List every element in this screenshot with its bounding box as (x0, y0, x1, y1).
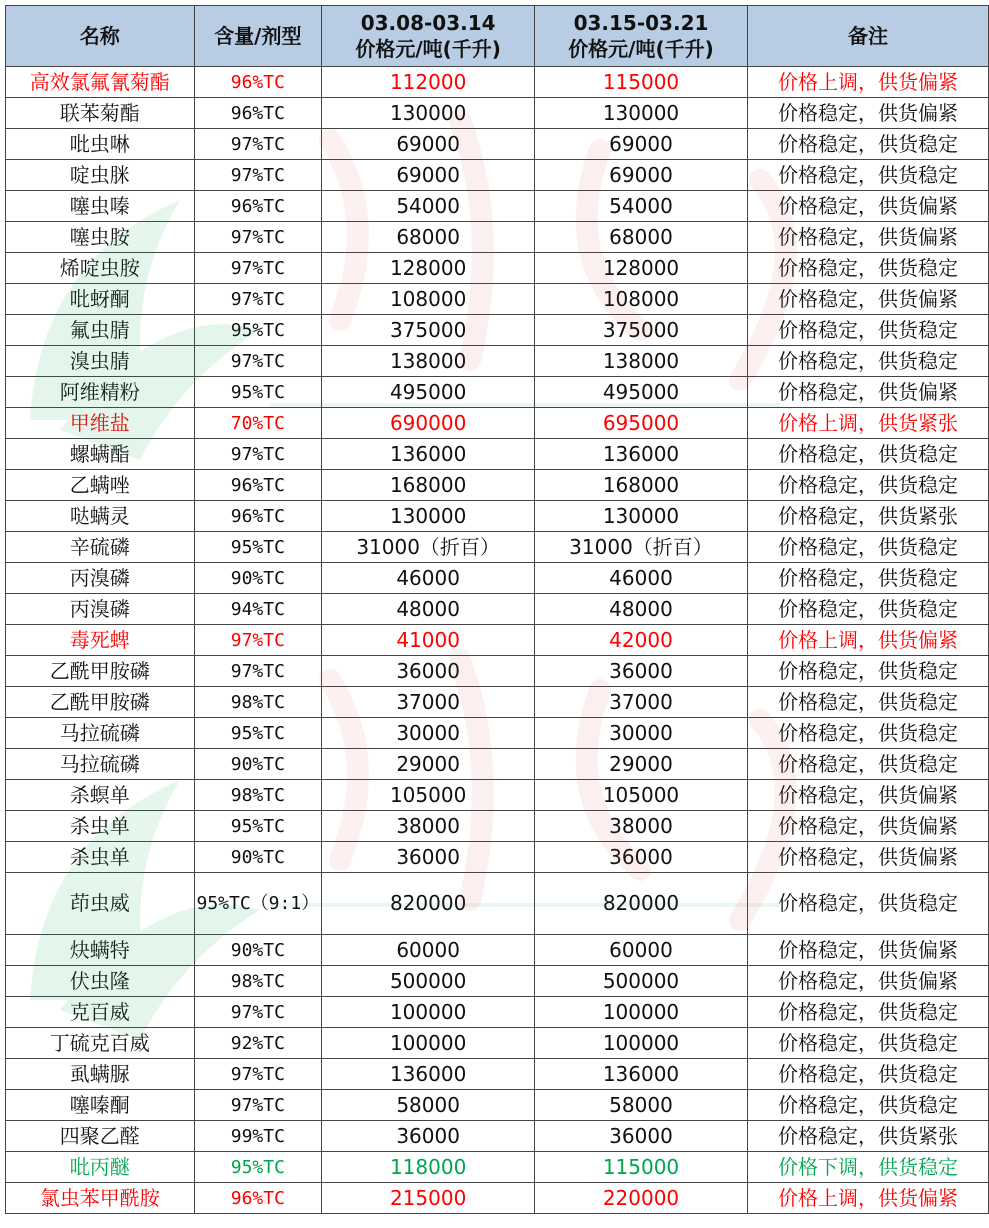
cell-name: 噻虫胺 (6, 222, 195, 253)
cell-name: 甲维盐 (6, 408, 195, 439)
cell-price-week2: 136000 (535, 1059, 748, 1090)
table-row (6, 966, 989, 997)
cell-name: 杀螟单 (6, 780, 195, 811)
cell-name: 氯虫苯甲酰胺 (6, 1183, 195, 1214)
cell-name: 联苯菊酯 (6, 98, 195, 129)
table-row (6, 1090, 989, 1121)
cell-spec: 90%TC (194, 749, 322, 780)
cell-price-week2: 100000 (535, 1028, 748, 1059)
table-row (6, 284, 989, 315)
cell-price-week1: 105000 (322, 780, 535, 811)
cell-spec: 90%TC (194, 842, 322, 873)
cell-price-week1: 130000 (322, 501, 535, 532)
cell-price-week2: 29000 (535, 749, 748, 780)
cell-price-week1: 100000 (322, 997, 535, 1028)
table-row (6, 749, 989, 780)
cell-spec: 97%TC (194, 997, 322, 1028)
cell-price-week1: 30000 (322, 718, 535, 749)
cell-note: 价格稳定，供货偏紧 (747, 222, 988, 253)
cell-price-week2: 115000 (535, 67, 748, 98)
cell-price-week1: 118000 (322, 1152, 535, 1183)
cell-name: 烯啶虫胺 (6, 253, 195, 284)
cell-note: 价格稳定，供货偏紧 (747, 191, 988, 222)
cell-price-week2: 168000 (535, 470, 748, 501)
cell-price-week1: 820000 (322, 873, 535, 935)
cell-price-week1: 136000 (322, 1059, 535, 1090)
cell-spec: 70%TC (194, 408, 322, 439)
table-row (6, 501, 989, 532)
cell-note: 价格稳定，供货稳定 (747, 532, 988, 563)
cell-name: 丁硫克百威 (6, 1028, 195, 1059)
cell-name: 丙溴磷 (6, 563, 195, 594)
cell-name: 螺螨酯 (6, 439, 195, 470)
table-row (6, 656, 989, 687)
table-row (6, 687, 989, 718)
table-body (6, 67, 989, 1214)
cell-name: 氟虫腈 (6, 315, 195, 346)
table-row (6, 346, 989, 377)
cell-note: 价格稳定，供货偏紧 (747, 377, 988, 408)
cell-name: 啶虫脒 (6, 160, 195, 191)
cell-name: 乙酰甲胺磷 (6, 687, 195, 718)
cell-name: 丙溴磷 (6, 594, 195, 625)
cell-price-week2: 130000 (535, 98, 748, 129)
cell-spec: 90%TC (194, 563, 322, 594)
cell-note: 价格稳定，供货稳定 (747, 1028, 988, 1059)
cell-price-week2: 130000 (535, 501, 748, 532)
cell-price-week2: 31000（折百） (535, 532, 748, 563)
cell-note: 价格稳定，供货稳定 (747, 997, 988, 1028)
table-row (6, 532, 989, 563)
cell-spec: 97%TC (194, 222, 322, 253)
cell-spec: 94%TC (194, 594, 322, 625)
cell-price-week1: 69000 (322, 160, 535, 191)
cell-price-week1: 58000 (322, 1090, 535, 1121)
cell-price-week2: 36000 (535, 656, 748, 687)
cell-price-week2: 58000 (535, 1090, 748, 1121)
cell-price-week2: 36000 (535, 842, 748, 873)
cell-price-week1: 215000 (322, 1183, 535, 1214)
header-week2 (535, 6, 748, 67)
header-week1-range: 03.08-03.14 (360, 11, 496, 35)
cell-price-week2: 105000 (535, 780, 748, 811)
table-row (6, 191, 989, 222)
cell-price-week1: 68000 (322, 222, 535, 253)
cell-price-week2: 38000 (535, 811, 748, 842)
cell-price-week2: 54000 (535, 191, 748, 222)
cell-spec: 95%TC (194, 315, 322, 346)
cell-name: 辛硫磷 (6, 532, 195, 563)
cell-spec: 97%TC (194, 129, 322, 160)
cell-name: 伏虫隆 (6, 966, 195, 997)
cell-price-week1: 41000 (322, 625, 535, 656)
cell-note: 价格稳定，供货偏紧 (747, 935, 988, 966)
cell-price-week1: 375000 (322, 315, 535, 346)
header-week2-unit: 价格元/吨(千升) (568, 37, 714, 61)
header-note: 备注 (747, 6, 988, 67)
table-row (6, 67, 989, 98)
table-row (6, 873, 989, 935)
cell-spec: 96%TC (194, 1183, 322, 1214)
cell-price-week1: 690000 (322, 408, 535, 439)
cell-note: 价格稳定，供货紧张 (747, 501, 988, 532)
cell-note: 价格稳定，供货稳定 (747, 594, 988, 625)
cell-price-week2: 136000 (535, 439, 748, 470)
cell-note: 价格稳定，供货偏紧 (747, 780, 988, 811)
cell-name: 马拉硫磷 (6, 749, 195, 780)
table-row (6, 1152, 989, 1183)
cell-name: 阿维精粉 (6, 377, 195, 408)
cell-name: 高效氯氟氰菊酯 (6, 67, 195, 98)
table-row (6, 563, 989, 594)
cell-note: 价格稳定，供货稳定 (747, 1059, 988, 1090)
cell-spec: 97%TC (194, 160, 322, 191)
cell-spec: 96%TC (194, 191, 322, 222)
cell-spec: 98%TC (194, 687, 322, 718)
cell-spec: 92%TC (194, 1028, 322, 1059)
cell-price-week1: 100000 (322, 1028, 535, 1059)
cell-note: 价格稳定，供货稳定 (747, 129, 988, 160)
cell-name: 噻虫嗪 (6, 191, 195, 222)
table-row (6, 470, 989, 501)
cell-price-week2: 220000 (535, 1183, 748, 1214)
cell-price-week1: 108000 (322, 284, 535, 315)
cell-spec: 97%TC (194, 1059, 322, 1090)
cell-name: 哒螨灵 (6, 501, 195, 532)
table-row (6, 160, 989, 191)
cell-name: 虱螨脲 (6, 1059, 195, 1090)
cell-price-week2: 36000 (535, 1121, 748, 1152)
cell-price-week2: 69000 (535, 129, 748, 160)
cell-name: 噻嗪酮 (6, 1090, 195, 1121)
cell-note: 价格稳定，供货稳定 (747, 439, 988, 470)
cell-note: 价格稳定，供货稳定 (747, 1090, 988, 1121)
cell-spec: 95%TC (194, 532, 322, 563)
cell-price-week1: 112000 (322, 67, 535, 98)
header-week1-unit: 价格元/吨(千升) (355, 37, 501, 61)
table-row (6, 594, 989, 625)
cell-price-week1: 500000 (322, 966, 535, 997)
cell-price-week1: 36000 (322, 1121, 535, 1152)
cell-note: 价格稳定，供货稳定 (747, 873, 988, 935)
cell-note: 价格稳定，供货稳定 (747, 315, 988, 346)
table-row (6, 377, 989, 408)
cell-price-week2: 495000 (535, 377, 748, 408)
table-row (6, 625, 989, 656)
cell-spec: 97%TC (194, 656, 322, 687)
cell-name: 杀虫单 (6, 811, 195, 842)
cell-note: 价格稳定，供货稳定 (747, 656, 988, 687)
cell-price-week2: 42000 (535, 625, 748, 656)
cell-price-week1: 46000 (322, 563, 535, 594)
cell-note: 价格稳定，供货稳定 (747, 346, 988, 377)
cell-spec: 96%TC (194, 470, 322, 501)
table-row (6, 1121, 989, 1152)
header-row (6, 6, 989, 67)
cell-note: 价格上调，供货偏紧 (747, 67, 988, 98)
table-row (6, 718, 989, 749)
cell-spec: 96%TC (194, 501, 322, 532)
cell-price-week1: 130000 (322, 98, 535, 129)
table-row (6, 780, 989, 811)
cell-price-week2: 46000 (535, 563, 748, 594)
table-row (6, 842, 989, 873)
cell-price-week2: 30000 (535, 718, 748, 749)
cell-price-week1: 128000 (322, 253, 535, 284)
table-row (6, 1028, 989, 1059)
cell-spec: 98%TC (194, 780, 322, 811)
cell-price-week2: 500000 (535, 966, 748, 997)
cell-spec: 95%TC (194, 377, 322, 408)
cell-price-week1: 37000 (322, 687, 535, 718)
cell-name: 毒死蜱 (6, 625, 195, 656)
cell-note: 价格稳定，供货偏紧 (747, 842, 988, 873)
cell-name: 克百威 (6, 997, 195, 1028)
table-row (6, 408, 989, 439)
table-row (6, 997, 989, 1028)
cell-price-week2: 695000 (535, 408, 748, 439)
header-week2-range: 03.15-03.21 (573, 11, 709, 35)
table-row (6, 129, 989, 160)
cell-price-week1: 495000 (322, 377, 535, 408)
cell-price-week1: 38000 (322, 811, 535, 842)
cell-price-week1: 54000 (322, 191, 535, 222)
cell-name: 乙螨唑 (6, 470, 195, 501)
cell-price-week2: 375000 (535, 315, 748, 346)
cell-price-week2: 108000 (535, 284, 748, 315)
cell-note: 价格稳定，供货偏紧 (747, 966, 988, 997)
cell-price-week2: 128000 (535, 253, 748, 284)
cell-price-week2: 100000 (535, 997, 748, 1028)
cell-price-week2: 820000 (535, 873, 748, 935)
cell-price-week1: 168000 (322, 470, 535, 501)
cell-price-week1: 69000 (322, 129, 535, 160)
cell-price-week1: 31000（折百） (322, 532, 535, 563)
cell-note: 价格上调，供货紧张 (747, 408, 988, 439)
cell-spec: 96%TC (194, 98, 322, 129)
header-name: 名称 (6, 6, 195, 67)
cell-name: 吡虫啉 (6, 129, 195, 160)
cell-spec: 90%TC (194, 935, 322, 966)
cell-spec: 97%TC (194, 284, 322, 315)
cell-spec: 97%TC (194, 625, 322, 656)
cell-note: 价格上调，供货偏紧 (747, 1183, 988, 1214)
cell-price-week2: 60000 (535, 935, 748, 966)
table-row (6, 811, 989, 842)
cell-note: 价格下调，供货稳定 (747, 1152, 988, 1183)
cell-price-week1: 60000 (322, 935, 535, 966)
cell-spec: 95%TC（9:1） (194, 873, 322, 935)
cell-price-week1: 48000 (322, 594, 535, 625)
cell-price-week2: 68000 (535, 222, 748, 253)
cell-note: 价格上调，供货偏紧 (747, 625, 988, 656)
cell-note: 价格稳定，供货稳定 (747, 563, 988, 594)
cell-name: 溴虫腈 (6, 346, 195, 377)
cell-spec: 98%TC (194, 966, 322, 997)
cell-name: 吡丙醚 (6, 1152, 195, 1183)
cell-note: 价格稳定，供货稳定 (747, 253, 988, 284)
cell-note: 价格稳定，供货稳定 (747, 470, 988, 501)
cell-spec: 96%TC (194, 67, 322, 98)
cell-price-week2: 37000 (535, 687, 748, 718)
table-row (6, 1183, 989, 1214)
cell-note: 价格稳定，供货紧张 (747, 1121, 988, 1152)
header-spec: 含量/剂型 (194, 6, 322, 67)
cell-name: 炔螨特 (6, 935, 195, 966)
cell-spec: 99%TC (194, 1121, 322, 1152)
table-row (6, 98, 989, 129)
cell-name: 乙酰甲胺磷 (6, 656, 195, 687)
table-row (6, 253, 989, 284)
cell-spec: 97%TC (194, 1090, 322, 1121)
cell-note: 价格稳定，供货稳定 (747, 718, 988, 749)
cell-spec: 97%TC (194, 439, 322, 470)
cell-price-week2: 138000 (535, 346, 748, 377)
cell-price-week2: 48000 (535, 594, 748, 625)
cell-price-week2: 115000 (535, 1152, 748, 1183)
cell-spec: 95%TC (194, 718, 322, 749)
table-row (6, 439, 989, 470)
cell-note: 价格稳定，供货稳定 (747, 687, 988, 718)
table-row (6, 222, 989, 253)
cell-note: 价格稳定，供货稳定 (747, 749, 988, 780)
cell-spec: 97%TC (194, 253, 322, 284)
cell-spec: 97%TC (194, 346, 322, 377)
cell-note: 价格稳定，供货偏紧 (747, 98, 988, 129)
table-row (6, 935, 989, 966)
cell-name: 马拉硫磷 (6, 718, 195, 749)
cell-price-week1: 36000 (322, 842, 535, 873)
cell-note: 价格稳定，供货偏紧 (747, 284, 988, 315)
table-row (6, 315, 989, 346)
cell-note: 价格稳定，供货稳定 (747, 160, 988, 191)
cell-price-week1: 138000 (322, 346, 535, 377)
cell-price-week1: 36000 (322, 656, 535, 687)
cell-price-week2: 69000 (535, 160, 748, 191)
cell-price-week1: 136000 (322, 439, 535, 470)
cell-name: 四聚乙醛 (6, 1121, 195, 1152)
cell-name: 杀虫单 (6, 842, 195, 873)
cell-name: 茚虫威 (6, 873, 195, 935)
price-table (5, 5, 989, 1214)
cell-name: 吡蚜酮 (6, 284, 195, 315)
cell-price-week1: 29000 (322, 749, 535, 780)
cell-spec: 95%TC (194, 1152, 322, 1183)
header-week1 (322, 6, 535, 67)
table-row (6, 1059, 989, 1090)
cell-note: 价格稳定，供货偏紧 (747, 811, 988, 842)
cell-spec: 95%TC (194, 811, 322, 842)
